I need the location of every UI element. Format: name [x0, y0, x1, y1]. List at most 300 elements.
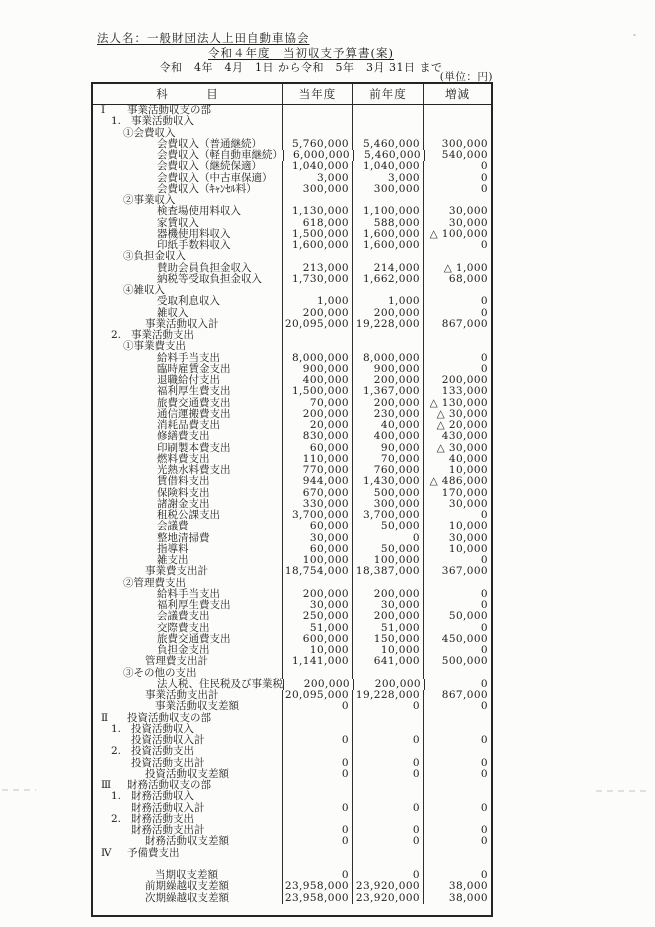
change-cell: 0 — [424, 679, 491, 690]
previous-year-cell: 0 — [352, 758, 423, 769]
row-label: ③負担金収入 — [123, 250, 186, 263]
change-cell: △ 1,000 — [423, 263, 491, 274]
item-cell — [93, 341, 282, 352]
current-year-cell: 60,000 — [282, 443, 352, 454]
current-year-cell: 830,000 — [282, 431, 352, 442]
row-label: 財務活動収入 — [131, 790, 194, 803]
previous-year-cell: 40,000 — [352, 420, 423, 431]
row-label: ③その他の支出 — [123, 666, 197, 679]
change-cell: 500,000 — [423, 656, 491, 667]
row-label: 財務活動収支差額 — [145, 835, 229, 848]
item-cell — [93, 386, 282, 397]
previous-year-cell: 200,000 — [352, 589, 423, 600]
previous-year-cell: 1,040,000 — [352, 161, 423, 172]
header-current-year: 当年度 — [282, 84, 352, 104]
previous-year-cell — [352, 341, 423, 352]
row-label: 整地清掃費 — [157, 531, 210, 544]
row-label: ①事業費支出 — [123, 340, 186, 353]
current-year-cell: 23,958,000 — [282, 893, 352, 904]
row-label: 負担金支出 — [157, 644, 210, 656]
row-label: 臨時雇賃金支出 — [157, 362, 231, 375]
row-label: 投資活動支出 — [131, 745, 194, 758]
change-cell: 0 — [423, 825, 491, 836]
row-label: 事業活動収入 — [131, 115, 194, 128]
previous-year-cell: 300,000 — [352, 184, 423, 195]
row-label: 福利厚生費支出 — [157, 599, 231, 611]
change-cell: △ 130,000 — [423, 398, 491, 409]
current-year-cell: 0 — [282, 769, 352, 780]
current-year-cell: 10,000 — [282, 645, 352, 656]
row-prefix: 2. — [111, 329, 122, 341]
previous-year-cell — [352, 746, 423, 757]
row-label: 賃借料支出 — [157, 475, 210, 488]
corporation-name: 法人名：一般財団法人上田自動車協会 — [97, 31, 310, 45]
table-row — [93, 668, 491, 679]
current-year-cell: 0 — [282, 701, 352, 712]
row-label: ②管理費支出 — [123, 576, 186, 589]
row-label: 検査場使用料収入 — [157, 205, 241, 218]
row-label: ④雑収入 — [123, 284, 165, 296]
table-row — [93, 296, 491, 307]
table-row — [93, 521, 491, 532]
table-row — [93, 251, 491, 262]
item-cell — [93, 881, 282, 892]
row-label: 家賃収入 — [157, 216, 199, 229]
previous-year-cell: 30,000 — [352, 600, 423, 611]
row-label: 会費収入（継続保適） — [157, 160, 262, 173]
previous-year-cell: 19,228,000 — [352, 319, 423, 330]
current-year-cell: 200,000 — [282, 589, 352, 600]
table-row — [93, 116, 491, 127]
row-label: 投資活動支出計 — [131, 756, 205, 769]
item-cell — [93, 836, 282, 847]
row-prefix: Ⅱ — [101, 711, 109, 724]
current-year-cell: 0 — [282, 825, 352, 836]
row-label: 事業活動収支差額 — [155, 700, 239, 713]
previous-year-cell: 1,367,000 — [352, 386, 423, 397]
row-label: 福利厚生費支出 — [157, 385, 231, 398]
row-label: 旅費交通費支出 — [157, 396, 231, 409]
change-cell — [423, 341, 491, 352]
row-label: 財務活動収入計 — [131, 801, 205, 814]
change-cell — [423, 713, 491, 724]
current-year-cell: 20,000 — [282, 420, 352, 431]
row-label: 会費収入（軽自動車継続） — [157, 149, 283, 161]
current-year-cell: 670,000 — [282, 488, 352, 499]
previous-year-cell: 300,000 — [352, 499, 423, 510]
current-year-cell — [282, 848, 352, 859]
previous-year-cell: 400,000 — [352, 431, 423, 442]
table-row — [93, 173, 491, 184]
row-label: 退職給付支出 — [157, 374, 220, 386]
current-year-cell: 100,000 — [282, 555, 352, 566]
table-row — [93, 533, 491, 544]
row-label: 投資活動収支の部 — [127, 711, 211, 724]
row-label: 諸謝金支出 — [157, 497, 210, 510]
row-label: 投資活動収入 — [131, 722, 194, 735]
current-year-cell: 213,000 — [282, 263, 352, 274]
current-year-cell: 0 — [282, 803, 352, 814]
table-row — [93, 893, 491, 904]
table-row — [93, 623, 491, 634]
change-cell: 0 — [423, 240, 491, 251]
row-label: 賛助会員負担金収入 — [157, 261, 252, 274]
change-cell — [423, 848, 491, 859]
item-cell — [93, 848, 282, 859]
change-cell — [423, 116, 491, 127]
current-year-cell: 0 — [282, 836, 352, 847]
previous-year-cell: 588,000 — [352, 218, 423, 229]
change-cell: △ 486,000 — [423, 476, 491, 487]
item-cell — [93, 893, 282, 904]
current-year-cell — [282, 105, 352, 116]
change-cell: 30,000 — [423, 206, 491, 217]
table-row — [93, 161, 491, 172]
current-year-cell: 300,000 — [282, 184, 352, 195]
current-year-cell — [282, 791, 352, 802]
row-prefix: 2. — [111, 812, 122, 825]
change-cell: 10,000 — [423, 465, 491, 476]
change-cell: △ 20,000 — [423, 420, 491, 431]
previous-year-cell: 5,460,000 — [352, 139, 423, 150]
change-cell: 0 — [423, 870, 491, 881]
row-label: 財務活動支出計 — [131, 824, 205, 836]
previous-year-cell — [352, 116, 423, 127]
row-label: 給料手当支出 — [157, 351, 220, 364]
previous-year-cell: 200,000 — [352, 611, 423, 622]
table-row — [93, 206, 491, 217]
previous-year-cell: 0 — [352, 735, 423, 746]
item-cell — [93, 431, 282, 442]
row-label: 印刷製本費支出 — [157, 441, 231, 454]
current-year-cell — [282, 341, 352, 352]
row-label: 財務活動支出 — [131, 812, 194, 825]
current-year-cell: 600,000 — [282, 634, 352, 645]
row-label: 事業活動収支の部 — [127, 104, 211, 116]
item-cell — [93, 240, 282, 251]
change-cell: 0 — [423, 184, 491, 195]
current-year-cell: 51,000 — [282, 623, 352, 634]
row-label: 会議費支出 — [157, 610, 210, 623]
table-row — [93, 398, 491, 409]
current-year-cell: 3,700,000 — [282, 510, 352, 521]
previous-year-cell: 90,000 — [352, 443, 423, 454]
item-cell — [93, 251, 282, 262]
previous-year-cell: 19,228,000 — [352, 690, 423, 701]
row-label: 器機使用料収入 — [157, 227, 231, 240]
current-year-cell — [282, 116, 352, 127]
table-row — [93, 353, 491, 364]
row-label: 燃料費支出 — [157, 452, 210, 465]
current-year-cell: 200,000 — [283, 679, 353, 690]
change-cell: 10,000 — [423, 544, 491, 555]
current-year-cell: 1,730,000 — [282, 274, 352, 285]
current-year-cell: 18,754,000 — [282, 566, 352, 577]
table-row — [93, 420, 491, 431]
row-prefix: 1. — [111, 790, 122, 803]
item-cell — [93, 791, 282, 802]
table-row — [93, 510, 491, 521]
current-year-cell: 200,000 — [282, 409, 352, 420]
previous-year-cell: 51,000 — [352, 623, 423, 634]
row-label: 光熱水料費支出 — [157, 464, 231, 476]
current-year-cell: 30,000 — [282, 533, 352, 544]
table-row — [93, 578, 491, 589]
change-cell: △ 30,000 — [423, 443, 491, 454]
item-cell — [93, 566, 282, 577]
current-year-cell: 1,500,000 — [282, 386, 352, 397]
previous-year-cell — [352, 330, 423, 341]
table-row — [93, 589, 491, 600]
unit-note: (単位：円) — [439, 71, 493, 83]
current-year-cell: 3,000 — [282, 173, 352, 184]
current-year-cell: 8,000,000 — [282, 353, 352, 364]
row-prefix: 1. — [111, 115, 122, 128]
row-prefix: Ⅰ — [101, 104, 106, 116]
row-label: 印紙手数料収入 — [157, 239, 231, 251]
budget-table — [91, 82, 493, 917]
previous-year-cell: 500,000 — [352, 488, 423, 499]
previous-year-cell: 0 — [352, 836, 423, 847]
change-cell: 0 — [423, 769, 491, 780]
previous-year-cell: 0 — [352, 825, 423, 836]
previous-year-cell: 50,000 — [352, 544, 423, 555]
row-label: 通信運搬費支出 — [157, 407, 231, 420]
item-cell — [93, 206, 282, 217]
table-row — [93, 341, 491, 352]
previous-year-cell: 1,600,000 — [352, 229, 423, 240]
change-cell — [423, 791, 491, 802]
row-label: 次期繰越収支差額 — [145, 891, 229, 904]
document-title-text: 令和４年度 当初収支予算書(案) — [208, 46, 394, 60]
previous-year-cell: 230,000 — [352, 409, 423, 420]
previous-year-cell: 1,662,000 — [352, 274, 423, 285]
previous-year-cell: 0 — [352, 870, 423, 881]
change-cell: 0 — [423, 758, 491, 769]
row-label: 納税等受取負担金収入 — [157, 272, 262, 285]
row-label: 会費収入（中古車保適） — [157, 171, 273, 184]
row-label: 前期繰越収支差額 — [145, 880, 229, 893]
table-row — [93, 701, 491, 712]
row-label: 事業活動支出計 — [145, 689, 219, 701]
previous-year-cell — [352, 791, 423, 802]
current-year-cell: 1,130,000 — [282, 206, 352, 217]
change-cell: 0 — [423, 600, 491, 611]
previous-year-cell: 1,600,000 — [352, 240, 423, 251]
previous-year-cell: 1,430,000 — [352, 476, 423, 487]
current-year-cell: 1,141,000 — [282, 656, 352, 667]
previous-year-cell: 0 — [352, 701, 423, 712]
change-cell: 30,000 — [423, 218, 491, 229]
item-cell — [93, 116, 282, 127]
row-label: 会議費 — [157, 520, 189, 533]
current-year-cell: 900,000 — [282, 364, 352, 375]
row-label: 事業活動支出 — [131, 329, 194, 341]
change-cell: 0 — [423, 510, 491, 521]
row-label: 投資活動収入計 — [131, 734, 205, 746]
row-label: 事業活動収入計 — [145, 317, 219, 330]
table-row — [93, 746, 491, 757]
table-row — [93, 791, 491, 802]
change-cell: 300,000 — [423, 139, 491, 150]
change-cell: 38,000 — [423, 893, 491, 904]
change-cell: △ 100,000 — [423, 229, 491, 240]
previous-year-cell — [352, 848, 423, 859]
current-year-cell: 0 — [282, 735, 352, 746]
change-cell: 200,000 — [423, 375, 491, 386]
table-row — [93, 836, 491, 847]
change-cell: 0 — [423, 701, 491, 712]
change-cell: 0 — [423, 803, 491, 814]
table-row — [93, 409, 491, 420]
header-item-column: 科 目 — [156, 87, 219, 101]
previous-year-cell: 8,000,000 — [352, 353, 423, 364]
row-label: 法人税、住民税及び事業税 — [157, 677, 283, 690]
row-label: 保険料支出 — [157, 486, 210, 499]
row-label: 財務活動収支の部 — [127, 779, 211, 791]
change-cell: 430,000 — [423, 431, 491, 442]
row-label: 租税公課支出 — [157, 509, 220, 521]
header-previous-year: 前年度 — [352, 84, 423, 104]
current-year-cell: 20,095,000 — [282, 319, 352, 330]
previous-year-cell — [352, 780, 423, 791]
change-cell: 30,000 — [423, 533, 491, 544]
row-label: 会費収入（ｷｬﾝｾﾙ料） — [157, 182, 257, 195]
table-body — [93, 105, 491, 904]
previous-year-cell: 214,000 — [352, 263, 423, 274]
change-cell: 68,000 — [423, 274, 491, 285]
previous-year-cell — [352, 251, 423, 262]
table-row — [93, 634, 491, 645]
previous-year-cell — [352, 105, 423, 116]
current-year-cell: 70,000 — [282, 398, 352, 409]
current-year-cell: 330,000 — [282, 499, 352, 510]
change-cell: 0 — [423, 836, 491, 847]
change-cell: 540,000 — [424, 150, 491, 161]
previous-year-cell: 70,000 — [352, 454, 423, 465]
row-prefix: Ⅲ — [101, 779, 112, 791]
item-cell — [93, 476, 282, 487]
row-label: 交際費支出 — [157, 621, 210, 634]
change-cell: 0 — [423, 589, 491, 600]
previous-year-cell: 50,000 — [352, 521, 423, 532]
table-row — [93, 431, 491, 442]
table-row — [93, 656, 491, 667]
current-year-cell: 944,000 — [282, 476, 352, 487]
row-label: 投資活動収支差額 — [145, 767, 229, 780]
row-prefix: Ⅳ — [101, 846, 112, 859]
table-header-row — [93, 84, 491, 105]
table-row — [93, 488, 491, 499]
change-cell: 0 — [423, 645, 491, 656]
table-row — [93, 364, 491, 375]
table-row — [93, 600, 491, 611]
change-cell: 367,000 — [423, 566, 491, 577]
current-year-cell: 20,095,000 — [282, 690, 352, 701]
change-cell — [423, 330, 491, 341]
table-row — [93, 476, 491, 487]
table-row — [93, 386, 491, 397]
previous-year-cell — [352, 713, 423, 724]
change-cell: 867,000 — [423, 690, 491, 701]
change-cell — [423, 746, 491, 757]
table-row — [93, 454, 491, 465]
row-prefix: 2. — [111, 745, 122, 758]
change-cell: 0 — [423, 161, 491, 172]
current-year-cell: 0 — [282, 870, 352, 881]
current-year-cell — [282, 251, 352, 262]
row-label: 旅費交通費支出 — [157, 632, 231, 645]
row-label: 消耗品費支出 — [157, 419, 220, 431]
current-year-cell: 60,000 — [282, 521, 352, 532]
row-label: 会費収入（普通継続） — [157, 137, 262, 150]
previous-year-cell: 100,000 — [352, 555, 423, 566]
previous-year-cell: 200,000 — [352, 308, 423, 319]
previous-year-cell: 1,000 — [352, 296, 423, 307]
fiscal-period: 令和 4年 4月 1日 から令和 5年 3月 31日 まで — [159, 61, 443, 74]
current-year-cell: 30,000 — [282, 600, 352, 611]
row-label: 給料手当支出 — [157, 587, 220, 600]
table-row — [93, 139, 491, 150]
table-row — [93, 443, 491, 454]
item-cell — [93, 656, 282, 667]
current-year-cell: 0 — [282, 758, 352, 769]
scan-artifact-dot — [633, 34, 636, 36]
table-row — [93, 285, 491, 296]
table-row — [93, 611, 491, 622]
previous-year-cell: 3,700,000 — [352, 510, 423, 521]
row-prefix: 1. — [111, 722, 122, 735]
change-cell: 170,000 — [423, 488, 491, 499]
previous-year-cell: 641,000 — [352, 656, 423, 667]
previous-year-cell: 200,000 — [352, 375, 423, 386]
current-year-cell: 400,000 — [282, 375, 352, 386]
change-cell: 867,000 — [423, 319, 491, 330]
change-cell: 0 — [423, 735, 491, 746]
row-label: 修繕費支出 — [157, 430, 210, 443]
previous-year-cell: 760,000 — [352, 465, 423, 476]
header-change: 増減 — [423, 84, 491, 104]
current-year-cell: 60,000 — [282, 544, 352, 555]
table-row — [93, 881, 491, 892]
item-cell — [93, 274, 282, 285]
scan-artifact-right — [596, 790, 648, 792]
current-year-cell: 110,000 — [282, 454, 352, 465]
current-year-cell: 618,000 — [282, 218, 352, 229]
previous-year-cell: 18,387,000 — [352, 566, 423, 577]
current-year-cell: 6,000,000 — [283, 150, 353, 161]
table-row — [93, 690, 491, 701]
change-cell: 450,000 — [423, 634, 491, 645]
current-year-cell — [282, 746, 352, 757]
item-cell — [93, 330, 282, 341]
table-row — [93, 848, 491, 859]
change-cell: 30,000 — [423, 499, 491, 510]
previous-year-cell: 23,920,000 — [352, 881, 423, 892]
table-row — [93, 544, 491, 555]
row-label: 管理費支出計 — [145, 655, 208, 668]
row-label: ①会費収入 — [123, 126, 176, 139]
previous-year-cell: 1,100,000 — [352, 206, 423, 217]
previous-year-cell: 150,000 — [352, 634, 423, 645]
item-cell — [93, 701, 282, 712]
previous-year-cell: 0 — [352, 803, 423, 814]
change-cell: 0 — [423, 173, 491, 184]
previous-year-cell: 10,000 — [352, 645, 423, 656]
previous-year-cell: 900,000 — [352, 364, 423, 375]
change-cell: 50,000 — [423, 611, 491, 622]
table-row — [93, 566, 491, 577]
